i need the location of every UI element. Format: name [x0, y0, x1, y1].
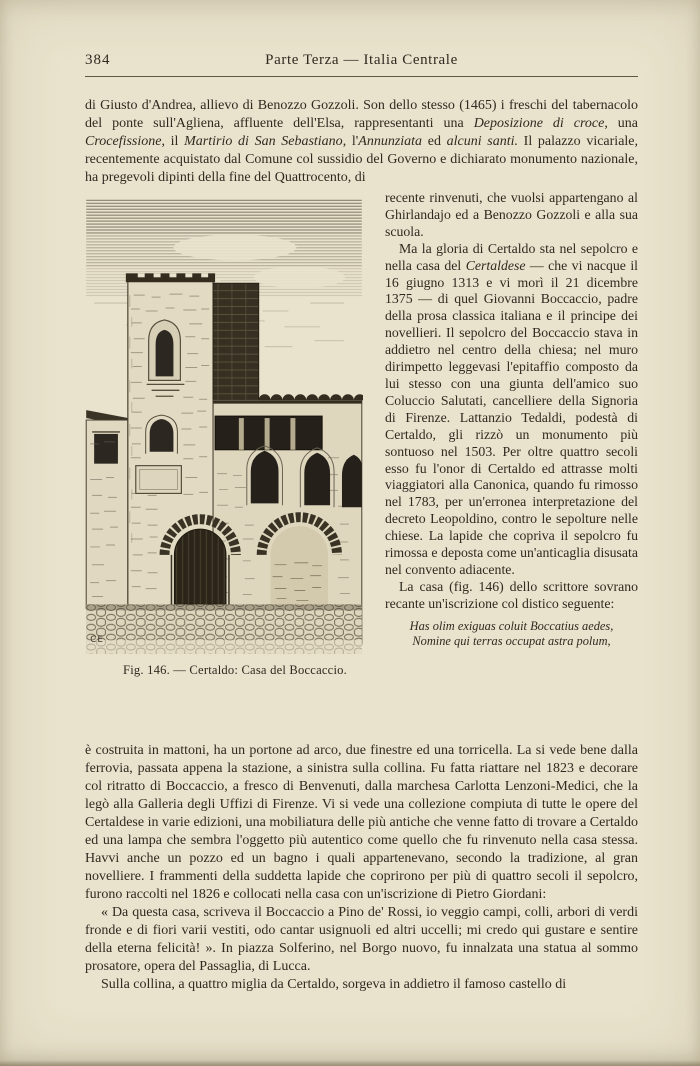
figure — [85, 196, 385, 678]
column-paragraph-boccaccio: Ma la gloria di Certaldo sta nel sepolcro e nella casa del Certaldese — che vi nacque il 16 giugno 1313 e vi morì il 21 dicembre 1375 — di quel Giovanni Boccaccio, padre della prosa classica italiana e il principe dei novellieri. Il sepolcro del Boccaccio stava in addietro nel centro della chiesa; nel muro dirimpetto leggevasi l'epitaffio composto da lui stesso con una giunta dell'amico suo Coluccio Salutati, cancelliere della Signoria di Firenze. Lattanzio Tedaldi, podestà di Certaldo, gli rizzò un monumento più sontuoso nel 1503. Per oltre quattro secoli esso fu l'onor di Certaldo ed attrasse molti viaggiatori alla Canonica, quando fu rimosso nel 1783, per un'erronea interpretazione del decreto Leopoldino, contro le sepolture nelle chiese. La lapide che copriva il sepolcro fu rimossa e deposta come un'anticaglia disusata nel convento adiacente. — [385, 240, 638, 577]
running-title: Parte Terza — Italia Centrale — [265, 52, 458, 68]
page-header — [85, 52, 638, 69]
figure-and-column-section — [85, 190, 638, 738]
engraving-casa-del-boccaccio — [85, 196, 363, 654]
paragraph-collina: Sulla collina, a quattro miglia da Certaldo, sorgeva in addietro il famoso castello di — [101, 977, 567, 992]
paragraph-quote-pino-de-rossi: « Da questa casa, scriveva il Boccaccio a Pino de' Rossi, io veggio campi, colli, arbori di verdi fronde e di fiori varii vestiti, odo cantar usignuoli ed altri uccelli; mi credo qui gustare e sentire della eterna felicità! ». In piazza Solferino, nel Borgo nuovo, fu innalzata una statua al sommo prosatore, opera del Passaglia, di Lucca. — [85, 905, 638, 974]
engraving-ground — [86, 604, 362, 654]
column-paragraph-continuation: recente rinvenuti, che vuolsi appartengano al Ghirlandajo ed a Benozzo Gozzoli e alla sua scuola. — [385, 190, 638, 239]
paragraph-intro: di Giusto d'Andrea, allievo di Benozzo Gozzoli. Son dello stesso (1465) i freschi del tabernacolo del ponte sull'Agliena, affluente dell'Elsa, rappresentanti una Deposizione di croce, una Crocefissione, il Martirio di San Sebastiano, l'Annunziata ed alcuni santi. Il palazzo vicariale, recentemente acquistato dal Comune col sussidio del Governo e dichiarato monumento nazionale, ha pregevoli dipinti della fine del Quattrocento, di — [85, 98, 639, 185]
page-number: 384 — [85, 52, 111, 68]
paragraph-casa-description: è costruita in mattoni, ha un portone ad arco, due finestre ed una torricella. La si vede bene dalla ferrovia, passata appena la stazione, a sinistra sulla collina. Fu fatta riattare nel 1823 e decorare col ritratto di Boccaccio, a fresco di Benvenuti, dalla marchesa Carlotta Lenzoni-Medici, che la legò alla Galleria degli Uffizi di Firenze. Vi si vede una collezione compiuta di tutte le opere del Certaldese in varie edizioni, una mobiliatura delle più antiche che venne fatto di trovare a Certaldo ed una lampa che sembra l'oggetto più autentico come quello che fu rinvenuto nella casa stessa. Havvi anche un pozzo ed un bagno i quali appartenevano, secondo la tradizione, al gran novelliere. I frammenti della suddetta lapide che coprirono per più di quattro secoli il sepolcro, furono raccolti nel 1826 e collocati nella casa con un'iscrizione di Pietro Giordani: — [85, 743, 638, 902]
distich-line-2: Nomine qui terras occupat astra polum, — [412, 634, 611, 649]
engraving-left-building — [86, 410, 128, 608]
header-rule — [85, 76, 638, 77]
latin-distich — [385, 619, 638, 650]
engraver-signature: CE — [90, 635, 105, 646]
column-paragraph-casa: La casa (fig. 146) dello scrittore sovrano recante un'iscrizione col distico seguente: — [385, 578, 638, 611]
right-column — [385, 190, 638, 738]
figure-caption: Fig. 146. — Certaldo: Casa del Boccaccio. — [123, 663, 347, 677]
distich-line-1: Has olim exiguas coluit Boccatius aedes, — [409, 618, 614, 633]
